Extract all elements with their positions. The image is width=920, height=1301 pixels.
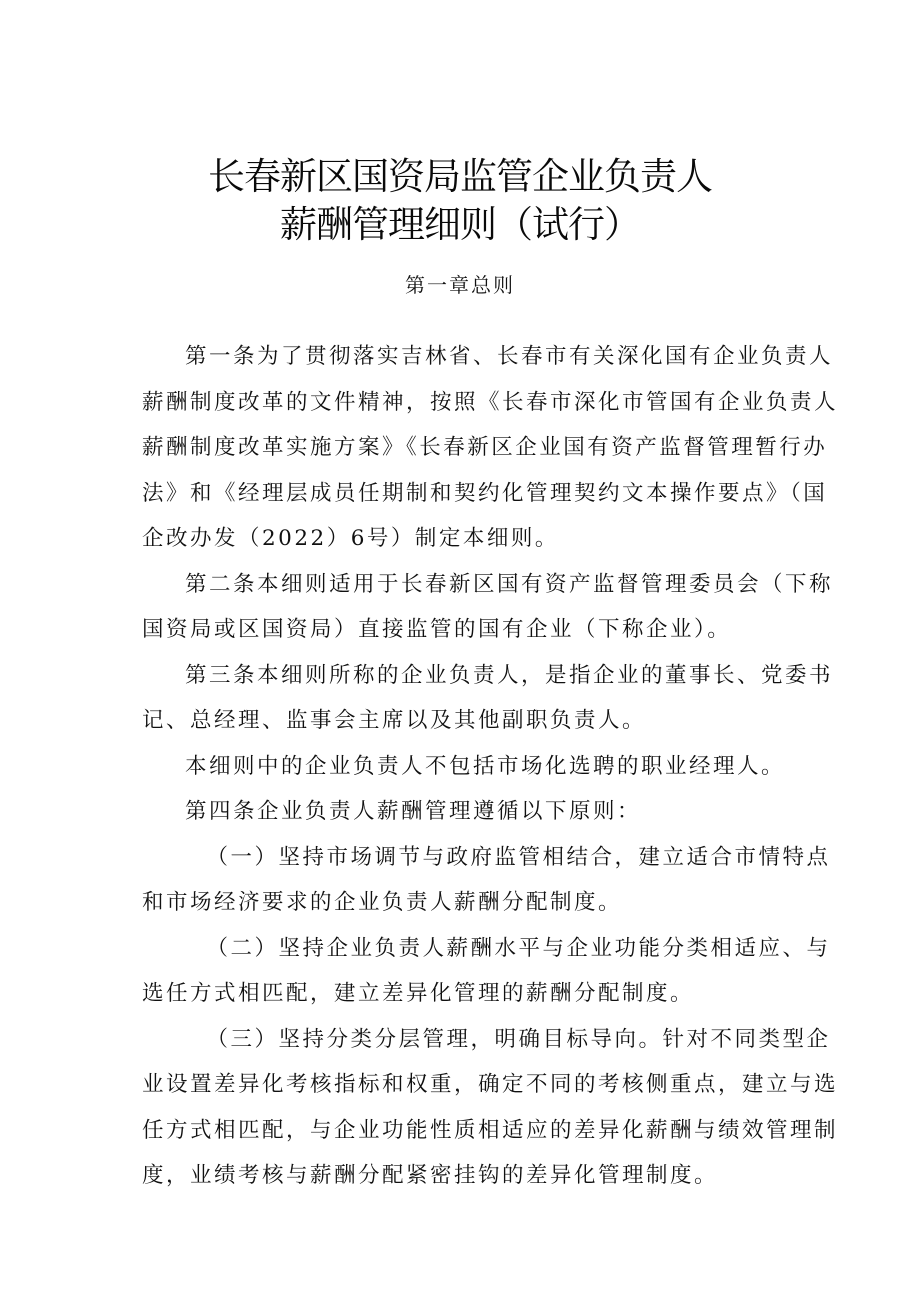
document-title-line-1: 长春新区国资局监管企业负责人	[208, 155, 712, 198]
text-line: 业设置差异化考核指标和权重，确定不同的考核侧重点，建立与选	[142, 1072, 839, 1097]
text-line: 国资局或区国资局）直接监管的国有企业（下称企业）。	[142, 617, 732, 642]
text-line: 企改办发（2022）6号）制定本细则。	[142, 526, 559, 551]
document-title-line-2: 薪酬管理细则（试行）	[280, 203, 640, 246]
chapter-heading: 第一章总则	[405, 273, 515, 297]
paragraph-principle-1	[142, 835, 831, 926]
paragraph-principle-3	[142, 1017, 839, 1199]
paragraph-article-2	[142, 562, 834, 653]
text-line: 薪酬制度改革实施方案》《长春新区企业国有资产监督管理暂行办	[142, 435, 828, 460]
text-line: 第四条企业负责人薪酬管理遵循以下原则：	[185, 799, 642, 824]
text-line: 度，业绩考核与薪酬分配紧密挂钩的差异化管理制度。	[142, 1163, 719, 1188]
document-body	[142, 334, 839, 1199]
paragraph-article-4	[142, 789, 807, 835]
text-line: 任方式相匹配，与企业功能性质相适应的差异化薪酬与绩效管理制	[142, 1117, 839, 1143]
text-line: 选任方式相匹配，建立差异化管理的薪酬分配制度。	[142, 981, 695, 1006]
text-line: 和市场经济要求的企业负责人薪酬分配制度。	[142, 890, 623, 915]
paragraph-article-3-note	[142, 744, 807, 790]
text-line: 法》和《经理层成员任期制和契约化管理契约文本操作要点》（国	[142, 480, 828, 506]
text-line: 第三条本细则所称的企业负责人，是指企业的董事长、党委书	[185, 662, 834, 688]
paragraph-article-3	[142, 653, 834, 744]
paragraph-article-1	[142, 334, 839, 562]
text-line: 记、总经理、监事会主席以及其他副职负责人。	[142, 708, 647, 733]
text-line: 第二条本细则适用于长春新区国有资产监督管理委员会（下称	[185, 571, 834, 597]
text-line: 第一条为了贯彻落实吉林省、长春市有关深化国有企业负责人	[185, 344, 834, 369]
text-line: 本细则中的企业负责人不包括市场化选聘的职业经理人。	[185, 753, 786, 779]
text-line: （二）坚持企业负责人薪酬水平与企业功能分类相适应、与	[206, 935, 831, 961]
text-line: （一）坚持市场调节与政府监管相结合，建立适合市情特点	[206, 844, 831, 870]
text-line: 薪酬制度改革的文件精神，按照《长春市深化市管国有企业负责人	[142, 389, 839, 415]
paragraph-principle-2	[142, 926, 831, 1017]
text-line: （三）坚持分类分层管理，明确目标导向。针对不同类型企	[206, 1026, 831, 1052]
